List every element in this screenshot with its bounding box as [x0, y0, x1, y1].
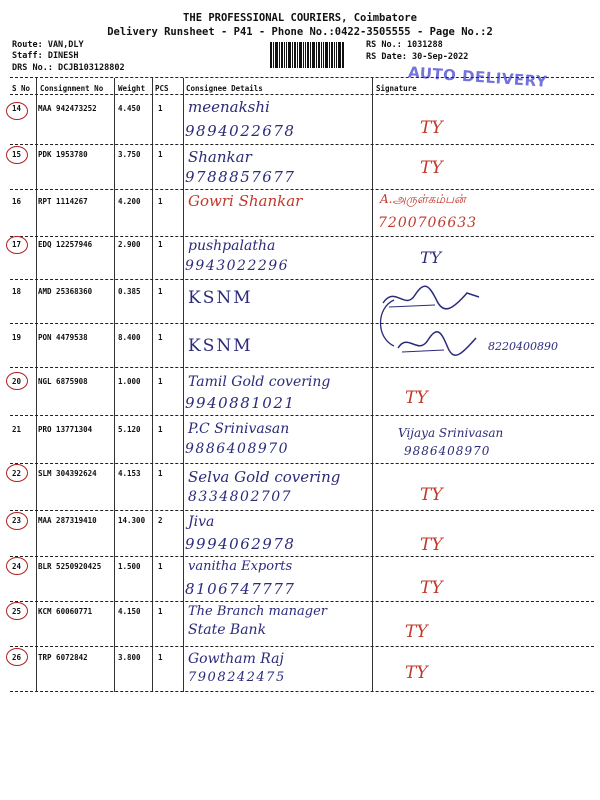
- row-weight: 2.900: [118, 240, 141, 249]
- row-weight: 8.400: [118, 333, 141, 342]
- row-consignment: MAA 942473252: [38, 104, 97, 113]
- signature: TY: [420, 118, 443, 138]
- row-sno: 21: [12, 425, 22, 434]
- signature: TY: [405, 663, 428, 683]
- separator-header: [10, 94, 594, 95]
- signature: TY: [420, 485, 443, 505]
- row-consignment: BLR 5250920425: [38, 562, 102, 571]
- row-sno: 17: [12, 240, 22, 249]
- row-consignment: TRP 6072842: [38, 653, 88, 662]
- row-sno: 20: [12, 377, 22, 386]
- row-pcs: 1: [158, 469, 163, 478]
- consignee-name: meenakshi: [188, 98, 270, 116]
- column-divider: [372, 78, 373, 692]
- signature-phone: 8220400890: [488, 340, 558, 353]
- consignee-phone: 8334802707: [188, 489, 293, 505]
- row-consignment: KCM 60060771: [38, 607, 93, 616]
- row-consignment: MAA 287319410: [38, 516, 97, 525]
- row-separator: [10, 279, 594, 280]
- row-weight: 4.450: [118, 104, 141, 113]
- row-weight: 14.300: [118, 516, 146, 525]
- consignee-name: Shankar: [188, 148, 252, 166]
- row-separator: [10, 189, 594, 190]
- signature: TY: [420, 248, 442, 267]
- col-consignee: Consignee Details: [186, 84, 263, 93]
- column-divider: [152, 78, 153, 692]
- row-sno: 19: [12, 333, 22, 342]
- row-consignment: RPT 1114267: [38, 197, 88, 206]
- row-consignment: PDK 1953780: [38, 150, 88, 159]
- row-separator: [10, 463, 594, 464]
- row-pcs: 1: [158, 653, 163, 662]
- row-pcs: 2: [158, 516, 163, 525]
- signature-scribble: [392, 330, 482, 360]
- signature: TY: [420, 535, 443, 555]
- col-signature: Signature: [376, 84, 417, 93]
- row-pcs: 1: [158, 287, 163, 296]
- consignee-phone: 9886408970: [185, 441, 290, 457]
- signature: TY: [420, 578, 443, 598]
- signature: A.அருள்கம்பன்: [380, 192, 466, 206]
- consignee-name: KSNM: [188, 288, 253, 308]
- col-consignment: Consignment No: [40, 84, 104, 93]
- consignee-phone: 7908242475: [188, 670, 286, 685]
- consignee-phone: 9994062978: [185, 535, 296, 553]
- barcode: [270, 42, 360, 68]
- consignee-name: Gowtham Raj: [188, 651, 284, 667]
- column-divider: [36, 78, 37, 692]
- col-weight: Weight: [118, 84, 146, 93]
- col-sno: S No: [12, 84, 31, 93]
- row-pcs: 1: [158, 197, 163, 206]
- row-consignment: PRO 13771304: [38, 425, 93, 434]
- row-weight: 3.800: [118, 653, 141, 662]
- row-consignment: PON 4479538: [38, 333, 88, 342]
- row-separator: [10, 691, 594, 692]
- drs-number: DRS No.: DCJB103128802: [12, 63, 125, 73]
- row-sno: 14: [12, 104, 22, 113]
- signature-phone: 9886408970: [404, 444, 491, 458]
- row-separator: [10, 510, 594, 511]
- row-weight: 4.150: [118, 607, 141, 616]
- staff-label: Staff: DINESH: [12, 51, 79, 61]
- row-pcs: 1: [158, 425, 163, 434]
- row-sno: 23: [12, 516, 22, 525]
- consignee-name: KSNM: [188, 336, 253, 356]
- consignee-phone: 9940881021: [185, 394, 296, 412]
- document-title: THE PROFESSIONAL COURIERS, Coimbatore: [183, 12, 417, 24]
- consignee-name: Jiva: [188, 514, 215, 530]
- row-sno: 26: [12, 653, 22, 662]
- col-pcs: PCS: [155, 84, 169, 93]
- row-consignment: EDQ 12257946: [38, 240, 93, 249]
- row-weight: 3.750: [118, 150, 141, 159]
- consignee-line2: State Bank: [188, 622, 267, 638]
- signature-phone: 7200706633: [378, 215, 478, 231]
- signature: TY: [420, 158, 443, 178]
- consignee-name: Gowri Shankar: [188, 192, 303, 210]
- row-separator: [10, 646, 594, 647]
- row-weight: 5.120: [118, 425, 141, 434]
- row-sno: 15: [12, 150, 22, 159]
- row-sno: 22: [12, 469, 22, 478]
- row-pcs: 1: [158, 150, 163, 159]
- rs-date: RS Date: 30-Sep-2022: [366, 52, 469, 62]
- consignee-phone: 9894022678: [185, 122, 296, 140]
- row-sno: 18: [12, 287, 22, 296]
- row-pcs: 1: [158, 104, 163, 113]
- signature: Vijaya Srinivasan: [398, 426, 504, 440]
- consignee-name: Selva Gold covering: [188, 468, 341, 486]
- separator-top: [10, 77, 594, 78]
- signature: TY: [405, 622, 428, 642]
- row-separator: [10, 556, 594, 557]
- row-pcs: 1: [158, 607, 163, 616]
- row-sno: 25: [12, 607, 22, 616]
- signature: TY: [405, 388, 428, 408]
- row-separator: [10, 367, 594, 368]
- row-pcs: 1: [158, 240, 163, 249]
- consignee-phone: 9788857677: [185, 168, 296, 186]
- row-weight: 1.000: [118, 377, 141, 386]
- row-consignment: SLM 304392624: [38, 469, 97, 478]
- row-weight: 0.385: [118, 287, 141, 296]
- row-pcs: 1: [158, 377, 163, 386]
- row-separator: [10, 323, 594, 324]
- row-separator: [10, 144, 594, 145]
- row-consignment: AMD 25368360: [38, 287, 93, 296]
- row-weight: 4.200: [118, 197, 141, 206]
- row-pcs: 1: [158, 333, 163, 342]
- row-sno: 24: [12, 562, 22, 571]
- auto-delivery-stamp: AUTO DELIVERY: [407, 63, 548, 91]
- document-subtitle: Delivery Runsheet - P41 - Phone No.:0422-3505555 - Page No.:2: [107, 26, 493, 38]
- row-separator: [10, 415, 594, 416]
- rs-number: RS No.: 1031288: [366, 40, 443, 50]
- row-separator: [10, 236, 594, 237]
- row-weight: 4.153: [118, 469, 141, 478]
- row-consignment: NGL 6875908: [38, 377, 88, 386]
- consignee-phone: 8106747777: [185, 580, 296, 598]
- route-label: Route: VAN,DLY: [12, 40, 84, 50]
- bracket-mark: [370, 298, 400, 348]
- column-divider: [114, 78, 115, 692]
- consignee-name: P.C Srinivasan: [188, 421, 290, 437]
- row-separator: [10, 601, 594, 602]
- consignee-name: The Branch manager: [188, 604, 327, 619]
- consignee-name: vanitha Exports: [188, 559, 293, 574]
- row-weight: 1.500: [118, 562, 141, 571]
- consignee-phone: 9943022296: [185, 258, 290, 274]
- consignee-name: pushpalatha: [188, 238, 276, 254]
- row-pcs: 1: [158, 562, 163, 571]
- row-sno: 16: [12, 197, 22, 206]
- consignee-name: Tamil Gold covering: [188, 374, 331, 390]
- column-divider: [183, 78, 184, 692]
